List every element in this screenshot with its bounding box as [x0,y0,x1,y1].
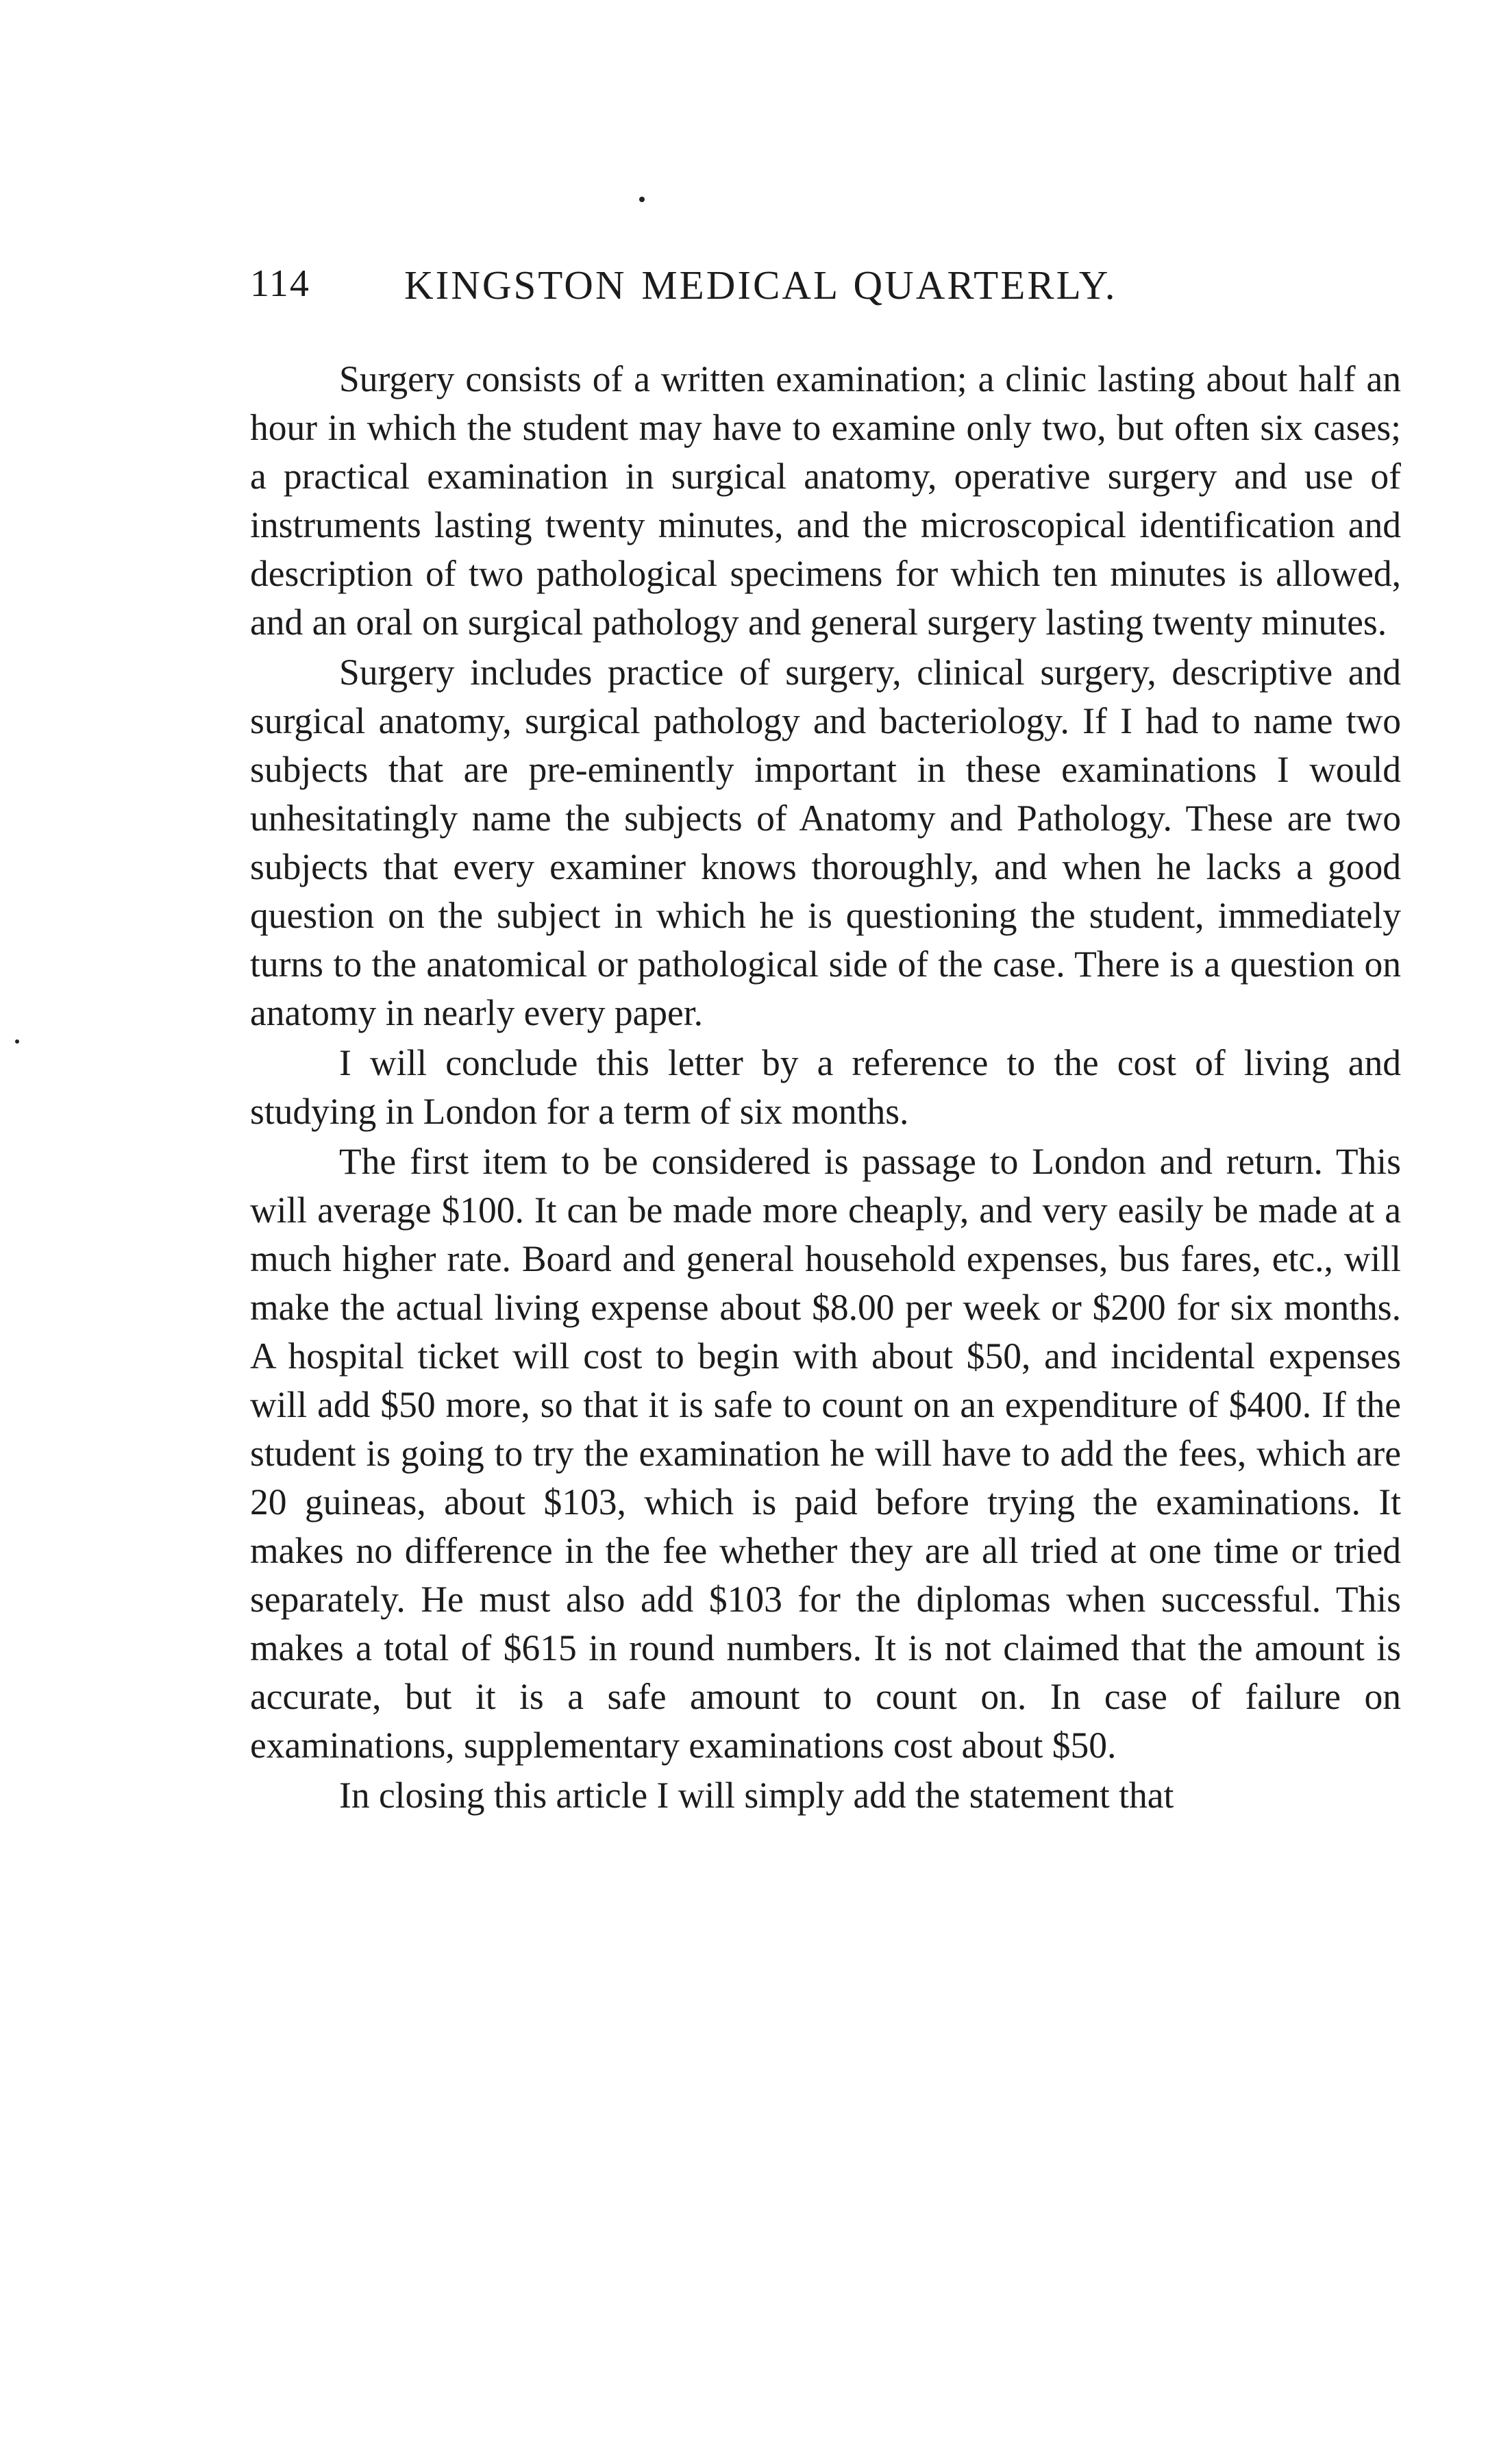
paragraph-cost-details: The first item to be considered is passage to London and return. This will average $100. It can be made more cheaply, and very easily be made at a much higher rate. Board and general household expenses, bus fares, etc., will make the actual living expense about $8.00 per week or $200 for six months. A hospital ticket will cost to begin with about $50, and incidental expenses will add $50 more, so that it is safe to count on an expenditure of $400. If the student is going to try the examination he will have to add the fees, which are 20 guineas, about $103, which is paid before trying the examinations. It makes no difference in the fee whether they are all tried at one time or tried separately. He must also add $103 for the diplomas when successful. This makes a total of $615 in round numbers. It is not claimed that the amount is accurate, but it is a safe amount to count on. In case of failure on examinations, supplementary examinations cost about $50. [250,1141,1401,1766]
article-body [250,355,1401,1820]
paragraph-surgery-subjects: Surgery includes practice of surgery, clinical surgery, descriptive and surgical anatomy, surgical pathology and bacteriology. If I had to name two subjects that are pre-eminently important in these examinations I would unhesitatingly name the subjects of Anatomy and Pathology. These are two subjects that every examiner knows thoroughly, and when he lacks a good question on the subject in which he is questioning the student, immediately turns to the anatomical or pathological side of the case. There is a question on anatomy in nearly every paper. [250,652,1401,1033]
paragraph-cost-intro: I will conclude this letter by a reference to the cost of living and studying in London for a term of six months. [250,1042,1401,1132]
running-title: KINGSTON MEDICAL QUARTERLY. [404,262,1117,308]
paragraph-surgery-exam: Surgery consists of a written examination; a clinic lasting about half an hour in which the student may have to examine only two, but often six cases; a practical examination in surgical anatomy, operative surgery and use of instruments lasting twenty minutes, and the microscopical identification and description of two pathological specimens for which ten minutes is allowed, and an oral on surgical pathology and general surgery lasting twenty minutes. [250,358,1401,643]
paragraph-closing: In closing this article I will simply add the statement that [339,1775,1174,1816]
page-number: 114 [250,262,310,305]
ink-speck-left-margin [15,1039,19,1044]
ink-speck-top [639,197,645,202]
running-header [250,262,1401,323]
